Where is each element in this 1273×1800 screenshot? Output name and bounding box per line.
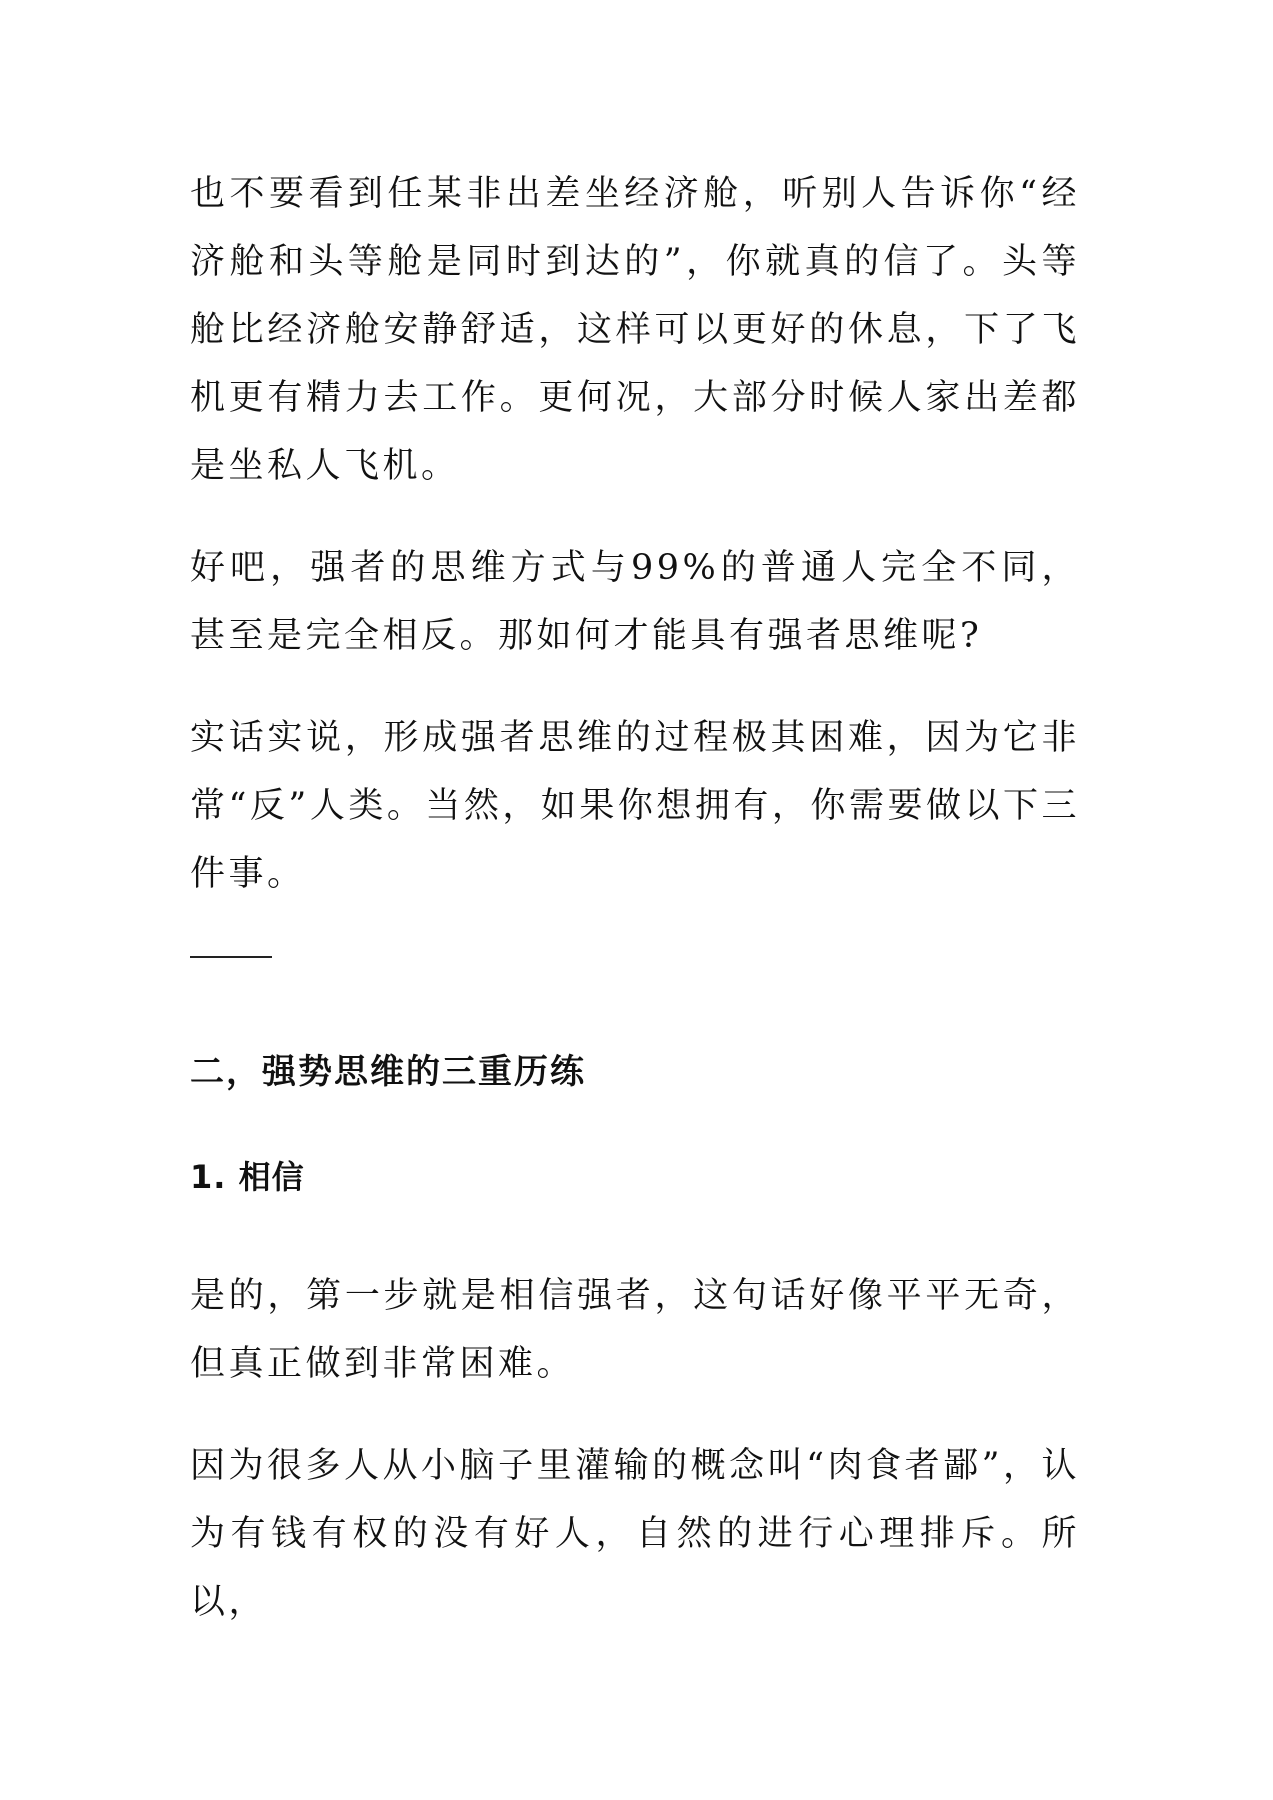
paragraph-meat-eaters: 因为很多人从小脑子里灌输的概念叫“肉食者鄙”，认为有钱有权的没有好人，自然的进行心理排斥。所以， [190, 1446, 1080, 1622]
paragraph-strong-thinking-question: 好吧，强者的思维方式与99%的普通人完全不同，甚至是完全相反。那如何才能具有强者思维呢? [190, 548, 1080, 656]
document-body [190, 160, 1080, 1670]
paragraph-believe-strong: 是的，第一步就是相信强者，这句话好像平平无奇，但真正做到非常困难。 [190, 1276, 1080, 1384]
subsection-heading: 1. 相信 [190, 1158, 305, 1196]
paragraph-first-class-travel: 也不要看到任某非出差坐经济舱，听别人告诉你“经济舱和头等舱是同时到达的”，你就真的信了。头等舱比经济舱安静舒适，这样可以更好的休息，下了飞机更有精力去工作。更何况，大部分时候人家出差都是坐私人飞机。 [190, 174, 1080, 486]
section-divider [190, 956, 272, 958]
section-heading: 二，强势思维的三重历练 [190, 1052, 586, 1092]
paragraph-three-things: 实话实说，形成强者思维的过程极其困难，因为它非常“反”人类。当然，如果你想拥有，你需要做以下三件事。 [190, 718, 1080, 894]
